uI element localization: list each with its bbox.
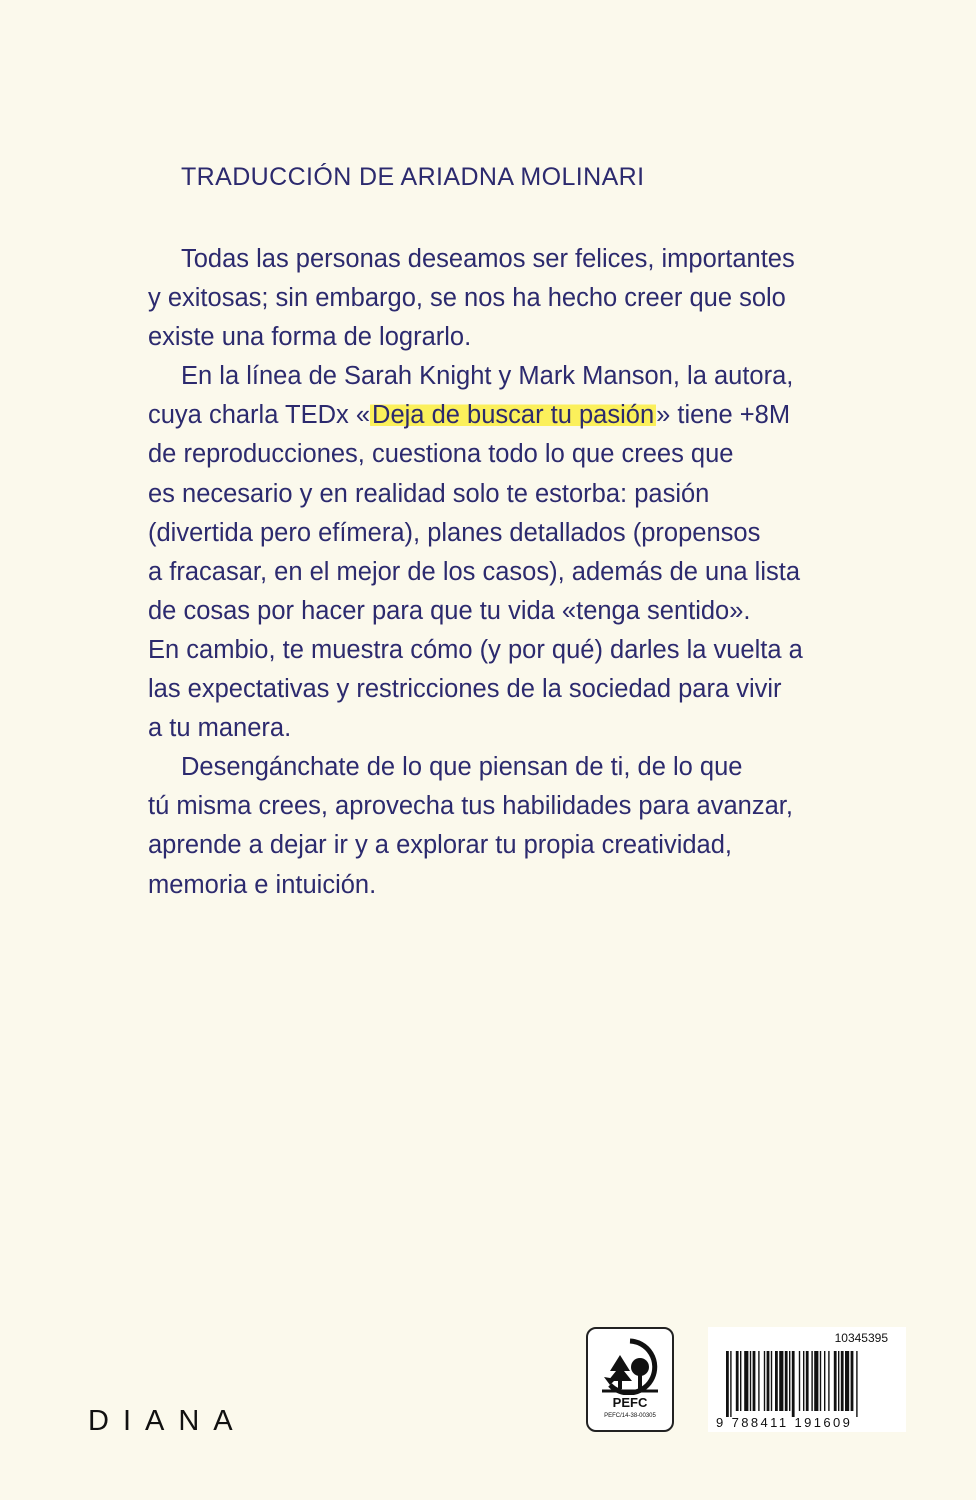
blurb-line: las expectativas y restricciones de la sociedad para vivir xyxy=(148,675,782,704)
pefc-label: PEFC xyxy=(612,1395,648,1410)
blurb-text xyxy=(148,240,848,905)
isbn-number: 9 788411 191609 xyxy=(716,1415,853,1430)
blurb-line: de reproducciones, cuestiona todo lo que crees que xyxy=(148,440,734,469)
highlighted-talk-title: Deja de buscar tu pasión xyxy=(372,401,655,430)
blurb-line: memoria e intuición. xyxy=(148,870,377,899)
blurb-line: Desengánchate de lo que piensan de ti, de lo que xyxy=(181,753,743,782)
publisher-logo: DIANA xyxy=(88,1405,247,1437)
blurb-line: a fracasar, en el mejor de los casos), además de una lista xyxy=(148,557,801,586)
pefc-code: PEFC/14-38-00305 xyxy=(604,1413,656,1419)
blurb-line: aprende a dejar ir y a explorar tu propia creatividad, xyxy=(148,831,732,860)
blurb-line: existe una forma de lograrlo. xyxy=(148,323,472,352)
blurb-line: y exitosas; sin embargo, se nos ha hecho creer que solo xyxy=(148,284,786,313)
blurb-line: En cambio, te muestra cómo (y por qué) darles la vuelta a xyxy=(148,635,803,664)
blurb-line: es necesario y en realidad solo te estorba: pasión xyxy=(148,479,710,508)
translator-credit: TRADUCCIÓN DE ARIADNA MOLINARI xyxy=(181,163,645,191)
blurb-line-with-highlight xyxy=(148,396,848,435)
blurb-line: Todas las personas deseamos ser felices, importantes xyxy=(181,245,795,273)
blurb-line: de cosas por hacer para que tu vida «tenga sentido». xyxy=(148,596,751,625)
blurb-fragment: cuya charla TEDx « xyxy=(148,401,371,430)
blurb-line: a tu manera. xyxy=(148,714,292,743)
pefc-tree-icon xyxy=(598,1337,662,1395)
barcode-bars xyxy=(726,1351,896,1417)
blurb-line: En la línea de Sarah Knight y Mark Manson, la autora, xyxy=(181,362,794,391)
isbn-barcode xyxy=(708,1327,906,1432)
blurb-line: (divertida pero efímera), planes detallados (propensos xyxy=(148,518,761,547)
blurb-line: tú misma crees, aprovecha tus habilidades para avanzar, xyxy=(148,792,793,821)
product-code: 10345395 xyxy=(834,1331,888,1345)
pefc-certification-badge xyxy=(586,1327,674,1432)
blurb-fragment: » tiene +8M xyxy=(656,401,791,430)
